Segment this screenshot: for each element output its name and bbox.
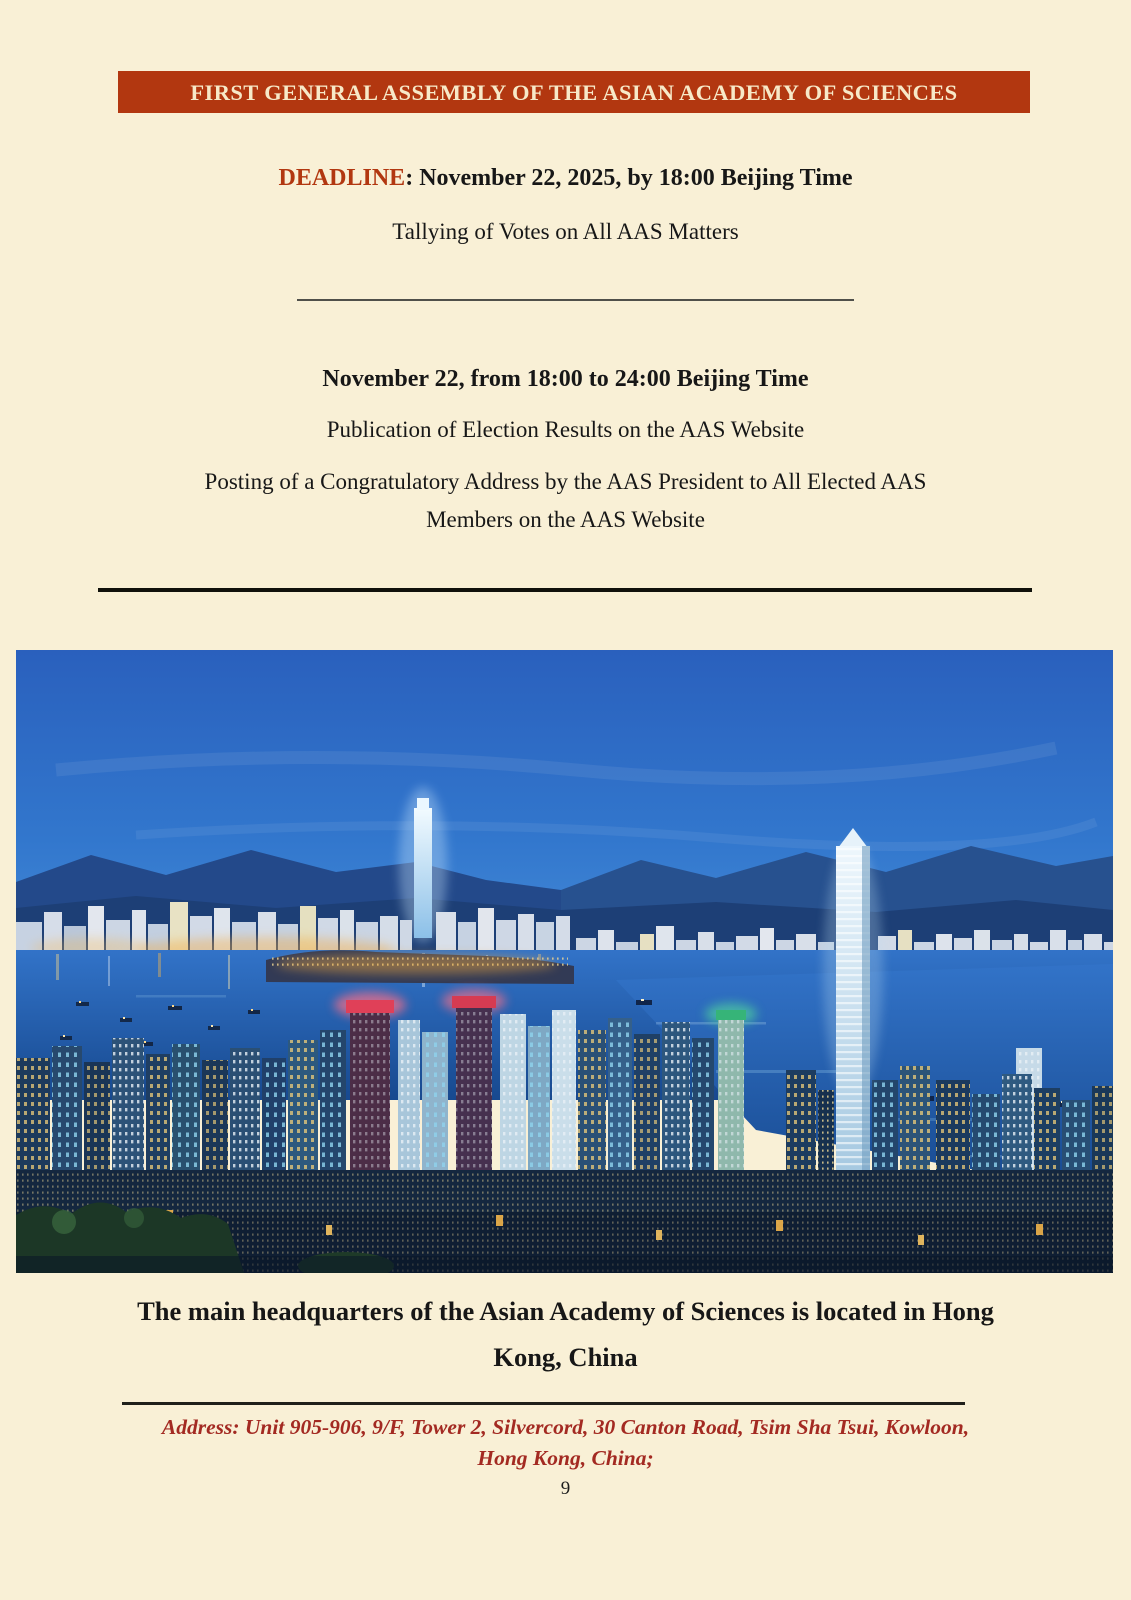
deadline-line [0, 165, 1131, 192]
banner-title: FIRST GENERAL ASSEMBLY OF THE ASIAN ACADEMY OF SCIENCES [190, 80, 958, 105]
deadline-label: DEADLINE [278, 165, 406, 191]
session-item-posting-line2: Members on the AAS Website [426, 507, 705, 532]
divider-thick [98, 588, 1032, 592]
photo-caption [0, 1288, 1131, 1380]
divider-thin [297, 299, 854, 301]
photo-caption-line1: The main headquarters of the Asian Academy of Sciences is located in Hong [137, 1296, 994, 1326]
deadline-separator: : [405, 165, 414, 191]
title-banner [118, 71, 1030, 113]
deadline-item: Tallying of Votes on All AAS Matters [392, 219, 739, 244]
photo-caption-line2: Kong, China [493, 1342, 638, 1372]
address-line2: Hong Kong, China; [477, 1446, 654, 1470]
address-line1: Address: Unit 905-906, 9/F, Tower 2, Silvercord, 30 Canton Road, Tsim Sha Tsui, Kowloon, [161, 1415, 970, 1439]
divider-address [122, 1402, 965, 1405]
session-item-publication: Publication of Election Results on the AAS Website [326, 417, 805, 442]
deadline-text: November 22, 2025, by 18:00 Beijing Time [419, 165, 853, 191]
hong-kong-skyline-photo [16, 650, 1113, 1273]
session-heading: November 22, from 18:00 to 24:00 Beijing Time [322, 366, 809, 392]
session-item-posting [0, 463, 1131, 539]
address-block [0, 1412, 1131, 1474]
page-number: 9 [560, 1478, 571, 1499]
session-item-posting-line1: Posting of a Congratulatory Address by the AAS President to All Elected AAS [204, 469, 927, 494]
